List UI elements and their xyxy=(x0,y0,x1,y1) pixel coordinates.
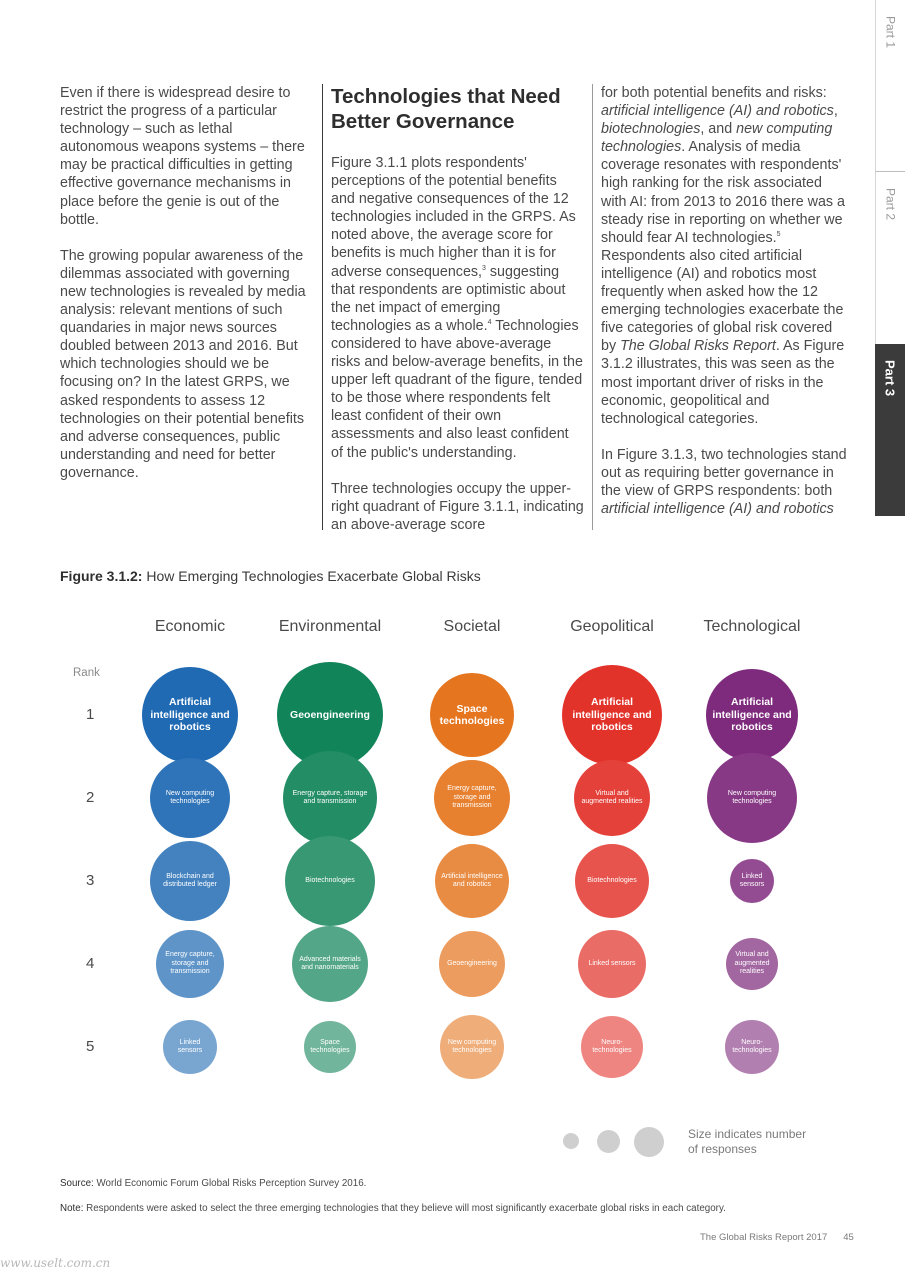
watermark: www.uselt.com.cn xyxy=(0,1256,111,1270)
bubble-societal-rank-5: New computing technologies xyxy=(440,1015,504,1079)
tab-part-3-label: Part 3 xyxy=(882,360,898,397)
bubble-technological-rank-4: Virtual and augmented realities xyxy=(726,938,778,990)
col3-paragraph-1 xyxy=(601,84,850,428)
note-label: Note: xyxy=(60,1203,84,1214)
rank-5: 5 xyxy=(86,1038,95,1055)
col3-p2-em: artificial intelligence (AI) and robotics xyxy=(601,501,834,518)
tab-part-3[interactable] xyxy=(875,344,905,516)
rank-1: 1 xyxy=(86,706,95,723)
rank-4: 4 xyxy=(86,955,95,972)
bubble-technological-rank-1: Artificial intelligence and robotics xyxy=(706,669,798,761)
bubble-geopolitical-rank-3: Biotechnologies xyxy=(575,844,649,918)
legend-small-dot xyxy=(563,1133,579,1149)
bubble-geopolitical-rank-4: Linked sensors xyxy=(578,930,646,998)
tab-part-1-label: Part 1 xyxy=(883,16,898,49)
bubble-societal-rank-4: Geoengineering xyxy=(439,931,505,997)
col2-p1-text-a: Figure 3.1.1 plots respondents' perceptions of the potential benefits and negative consequences of the 12 technologies included in the GRPS. As noted above, the average score for benefits is much higher than it is for adverse consequences, xyxy=(331,155,576,280)
figure-title xyxy=(60,568,481,584)
legend-medium-dot xyxy=(597,1130,620,1153)
col3-text-1: for both potential benefits and risks: xyxy=(601,85,827,101)
tab-part-2-label: Part 2 xyxy=(883,188,898,221)
col1-paragraph-1: Even if there is widespread desire to restrict the progress of a particular technology – such as lethal autonomous weapons systems – there may be practical difficulties in getting effective governance mechanisms in place before the genie is out of the bottle. xyxy=(60,85,305,228)
text-column-2 xyxy=(322,84,584,533)
col2-paragraph-2: Three technologies occupy the upper-right quadrant of Figure 3.1.1, indicating an above-average score xyxy=(331,480,584,533)
category-societal: Societal xyxy=(443,618,501,635)
category-geopolitical: Geopolitical xyxy=(570,618,654,635)
footnote-3[interactable]: 3 xyxy=(482,264,486,272)
col3-text-5: Respondents also cited artificial intelligence (AI) and robotics most frequently when asked how the 12 emerging technologies exacerbate the five categories of global risk covered by xyxy=(601,247,844,355)
rank-2: 2 xyxy=(86,789,95,806)
figure-number: Figure 3.1.2: xyxy=(60,568,143,584)
section-heading: Technologies that Need Better Governance xyxy=(331,85,561,133)
page-number: 45 xyxy=(843,1232,854,1243)
col3-em-1: artificial intelligence (AI) and robotics xyxy=(601,103,834,120)
bubble-environmental-rank-2: Energy capture, storage and transmission xyxy=(283,751,377,845)
source-text: World Economic Forum Global Risks Perception Survey 2016. xyxy=(93,1178,367,1189)
col3-text-6: . As Figure 3.1.2 illustrates, this was seen as the most important driver of risks in the economic, geopolitical and technological categories. xyxy=(601,338,845,427)
col1-paragraph-2: The growing popular awareness of the dilemmas associated with governing new technologies is revealed by media analysis: relevant mentions of such quandaries in major news sources doubled between 2013 and 2016. But which technologies should we be focusing on? In the latest GRPS, we asked respondents to assess 12 technologies on their potential benefits and adverse consequences, public understanding and need for better governance. xyxy=(60,247,306,481)
bubble-environmental-rank-3: Biotechnologies xyxy=(285,836,375,926)
bubble-technological-rank-5: Neuro-technologies xyxy=(725,1020,779,1074)
bubble-economic-rank-3: Blockchain and distributed ledger xyxy=(150,841,230,921)
col3-text-2: , xyxy=(833,103,838,120)
col3-text-3: , and xyxy=(700,121,737,138)
bubble-environmental-rank-4: Advanced materials and nanomaterials xyxy=(292,926,368,1002)
col3-em-2: biotechnologies xyxy=(601,121,701,138)
bubble-environmental-rank-1: Geoengineering xyxy=(277,662,383,768)
bubble-societal-rank-3: Artificial intelligence and robotics xyxy=(435,844,509,918)
bubble-economic-rank-1: Artificial intelligence and robotics xyxy=(142,667,238,763)
bubble-societal-rank-1: Space technologies xyxy=(430,673,514,757)
col2-paragraph-1 xyxy=(331,154,584,462)
footnote-5[interactable]: 5 xyxy=(776,230,781,238)
bubble-economic-rank-4: Energy capture, storage and transmission xyxy=(156,930,224,998)
rank-axis-label: Rank xyxy=(73,667,100,679)
category-economic: Economic xyxy=(154,618,226,635)
col3-em-3: new computing technologies xyxy=(601,121,833,156)
bubble-economic-rank-2: New computing technologies xyxy=(150,758,230,838)
col3-em-4: The Global Risks Report xyxy=(620,338,776,355)
note-text: Respondents were asked to select the three emerging technologies that they believe will most significantly exacerbate global risks in each category. xyxy=(83,1203,726,1214)
col3-text-4: . Analysis of media coverage resonates with respondents' high ranking for the risk associated with AI: from 2013 to 2016 there was a steady rise in reporting on whether we should fear AI technologies. xyxy=(601,139,845,246)
col2-p1-text-b: suggesting that respondents are optimistic about the net impact of emerging technologies as a whole. xyxy=(331,263,566,334)
bubble-geopolitical-rank-2: Virtual and augmented realities xyxy=(574,760,650,836)
figure-caption: How Emerging Technologies Exacerbate Global Risks xyxy=(142,568,481,584)
tab-part-2[interactable] xyxy=(875,172,905,344)
footnote-4[interactable]: 4 xyxy=(487,319,492,327)
figure-note xyxy=(60,1203,726,1214)
bubble-geopolitical-rank-1: Artificial intelligence and robotics xyxy=(562,665,662,765)
bubble-environmental-rank-5: Space technologies xyxy=(304,1021,356,1073)
category-technological: Technological xyxy=(703,618,801,635)
page-footer xyxy=(700,1232,854,1243)
text-column-1 xyxy=(60,84,312,500)
tab-part-1[interactable] xyxy=(875,0,905,172)
bubble-societal-rank-2: Energy capture, storage and transmission xyxy=(434,760,510,836)
text-column-3 xyxy=(592,84,850,530)
bubble-technological-rank-2: New computing technologies xyxy=(707,753,797,843)
figure-source xyxy=(60,1178,366,1189)
category-environmental: Environmental xyxy=(278,618,382,635)
bubble-economic-rank-5: Linked sensors xyxy=(163,1020,217,1074)
rank-3: 3 xyxy=(86,872,95,889)
bubble-geopolitical-rank-5: Neuro-technologies xyxy=(581,1016,643,1078)
source-label: Source: xyxy=(60,1178,94,1189)
col2-p1-text-c: Technologies considered to have above-average risks and below-average benefits, in the upper left quadrant of the figure, tended to be those where respondents felt least confident of their own assessments and also least confident of the public's understanding. xyxy=(331,317,583,461)
col3-p2-text: In Figure 3.1.3, two technologies stand out as requiring better governance in the view of GRPS respondents: both xyxy=(601,446,847,499)
bubble-technological-rank-3: Linked sensors xyxy=(730,859,774,903)
col3-paragraph-2 xyxy=(601,446,850,518)
legend-text: Size indicates number of responses xyxy=(688,1127,807,1156)
report-title: The Global Risks Report 2017 xyxy=(700,1232,828,1243)
legend-large-dot xyxy=(634,1127,664,1157)
